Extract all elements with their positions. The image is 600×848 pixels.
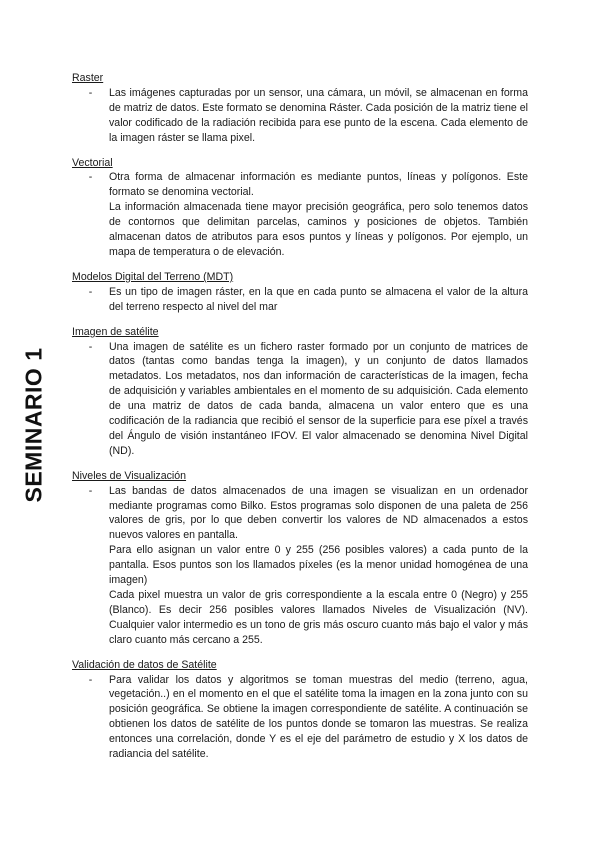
bullet-item [72, 484, 528, 648]
paragraph: Es un tipo de imagen ráster, en la que en cada punto se almacena el valor de la altura del terreno respecto al nivel del mar [109, 285, 528, 313]
bullet-dash: - [88, 171, 93, 184]
section-niveles-visualizacion [72, 469, 528, 648]
paragraph: Para validar los datos y algoritmos se toman muestras del medio (terreno, agua, vegetación..) en el momento en el que el satélite toma la imagen en la zona junto con su posición geográfica. Se obtiene la imagen correspondiente de satélite. A continuación se obtienen los datos de satélite de los puntos donde se tomaron las muestras. Se realiza entonces una correlación, donde Y es el eje del parámetro de estudio y X los datos de radiancia del satélite. [109, 673, 528, 761]
bullet-dash: - [88, 484, 93, 497]
section-heading: Niveles de Visualización [72, 469, 187, 482]
section-validacion [72, 658, 528, 762]
paragraph: La información almacenada tiene mayor precisión geográfica, pero solo tenemos datos de contornos que delimitan parcelas, caminos y posiciones de objetos. También almacenan datos de atributos para esos puntos y líneas y polígonos. Por ejemplo, un mapa de temperatura o de elevación. [109, 201, 528, 258]
document-body [72, 71, 528, 772]
bullet-item [72, 340, 528, 459]
section-heading: Vectorial [72, 156, 113, 169]
paragraph: Cada pixel muestra un valor de gris correspondiente a la escala entre 0 (Negro) y 255 (Blanco). Es decir 256 posibles valores llamados Niveles de Visualización (NV). Cualquier valor intermedio es un tono de gris más oscuro cuanto más bajo el valor y más claro cuanto más cercano a 255. [109, 589, 528, 646]
bullet-dash: - [88, 340, 93, 353]
bullet-dash: - [88, 86, 93, 99]
side-title-text: SEMINARIO 1 [20, 347, 47, 503]
paragraph: Las bandas de datos almacenados de una imagen se visualizan en un ordenador mediante programas como Bilko. Estos programas solo disponen de una paleta de 256 valores de gris, por lo que deben convertir los valores de ND almacenados a estos nuevos valores en pantalla. [109, 484, 528, 542]
section-vectorial [72, 156, 528, 260]
section-mdt [72, 270, 528, 315]
bullet-item [72, 673, 528, 762]
section-heading: Modelos Digital del Terreno (MDT) [72, 270, 234, 283]
bullet-item [72, 285, 528, 315]
section-imagen-satelite [72, 325, 528, 459]
paragraph: Para ello asignan un valor entre 0 y 255 (256 posibles valores) a cada punto de la pantalla. Esos puntos son los llamados píxeles (es la menor unidad homogénea de una imagen) [109, 544, 528, 587]
paragraph: Una imagen de satélite es un fichero raster formado por un conjunto de matrices de datos (tantas como bandas tenga la imagen), y un conjunto de datos llamados metadatos. Los metadatos, nos dan información de características de la imagen, fecha de adquisición y variables ambientales en el momento de su adquisición. Cada elemento de una matriz de datos de cada banda, almacena un valor entero que es una codificación de la radiancia que recibió el sensor de la superficie para ese píxel a través del Ángulo de visión instantáneo IFOV. El valor almacenado se denomina Nivel Digital (ND). [109, 340, 528, 457]
bullet-item [72, 86, 528, 146]
bullet-dash: - [88, 285, 93, 298]
bullet-item [72, 170, 528, 259]
section-heading: Raster [72, 72, 104, 84]
paragraph: Otra forma de almacenar información es mediante puntos, líneas y polígonos. Este formato se denomina vectorial. [109, 171, 528, 199]
section-heading: Imagen de satélite [72, 325, 159, 338]
paragraph: Las imágenes capturadas por un sensor, una cámara, un móvil, se almacenan en forma de matriz de datos. Este formato se denomina Ráster. Cada posición de la matriz tiene el valor codificado de la radiación recibida para ese punto de la escena. Cada elemento de la imagen ráster se llama pixel. [109, 86, 528, 144]
bullet-dash: - [88, 673, 93, 686]
section-raster [72, 71, 528, 146]
section-heading: Validación de datos de Satélite [72, 658, 217, 671]
side-title [10, 340, 58, 510]
